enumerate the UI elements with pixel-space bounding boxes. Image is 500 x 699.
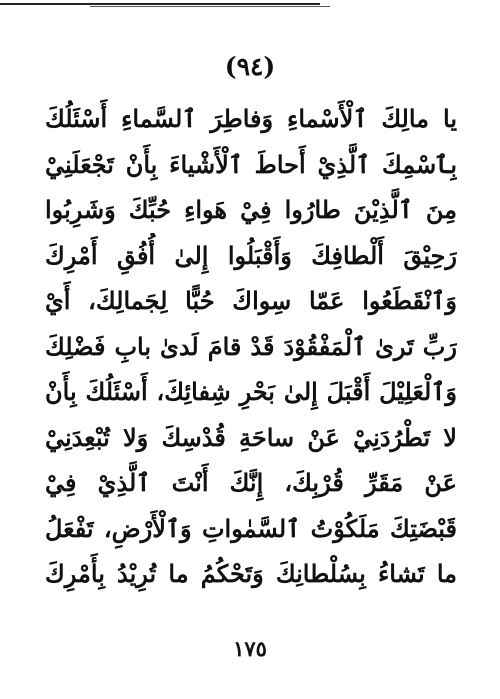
text-line-8: لا تَطْرُدَنِيْ عَنْ ساحَةِ قُدْسِكَ وَلا تُبْعِدَنِيْ — [45, 422, 457, 452]
top-rule-thin-line — [90, 6, 330, 7]
text-line-7: وَٱلْعَلِيْلَ أَقْبَلَ إِلىٰ بَحْرِ شِفائِكَ، أَسْئَلُكَ بِأَنْ — [45, 377, 457, 406]
prayer-text-block — [45, 96, 457, 597]
text-line-3: مِنَ ٱلَّذِيْنَ طارُوا فِيْ هَواءِ حُبِّكَ وَشَرِبُوا — [45, 195, 457, 224]
text-line-9: عَنْ مَقَرِّ قُرْبِكَ، إِنَّكَ أَنْتَ ٱلَّذِيْ فِيْ — [45, 468, 457, 497]
text-line-1: يا مالِكَ ٱلْأَسْماءِ وَفاطِرَ ٱلسَّماءِ أَسْئَلُكَ — [45, 104, 457, 133]
top-decorative-rule — [0, 0, 330, 10]
text-line-5: وَٱنْقَطَعُوا عَمّا سِواكَ حُبًّا لِجَمالِكَ، أَيْ — [45, 286, 457, 315]
text-line-11: ما تَشاءُ بِسُلْطانِكَ وَتَحْكُمُ ما تُرِيْدُ بِأَمْرِكَ — [45, 559, 457, 588]
text-line-6: رَبِّ تَرىٰ ٱلْمَفْقُوْدَ قَدْ قامَ لَدىٰ بابِ فَضْلِكَ — [45, 331, 457, 361]
page-number: ١٧٥ — [233, 636, 267, 661]
text-line-2: بِٱسْمِكَ ٱلَّذِيْ أَحاطَ ٱلْأَشْياءَ بِأَنْ تَجْعَلَنِيْ — [45, 149, 457, 179]
text-line-4: رَحِيْقَ أَلْطافِكَ وَأَقْبَلُوا إِلىٰ أُفُقِ أَمْرِكَ — [45, 240, 457, 270]
top-rule-thick-line — [0, 3, 320, 5]
prayer-number-heading: (٩٤) — [224, 52, 276, 81]
text-line-10: قَبْضَتِكَ مَلَكُوْتُ ٱلسَّمٰواتِ وَٱلْأَرْضِ، تَفْعَلُ — [45, 513, 457, 543]
